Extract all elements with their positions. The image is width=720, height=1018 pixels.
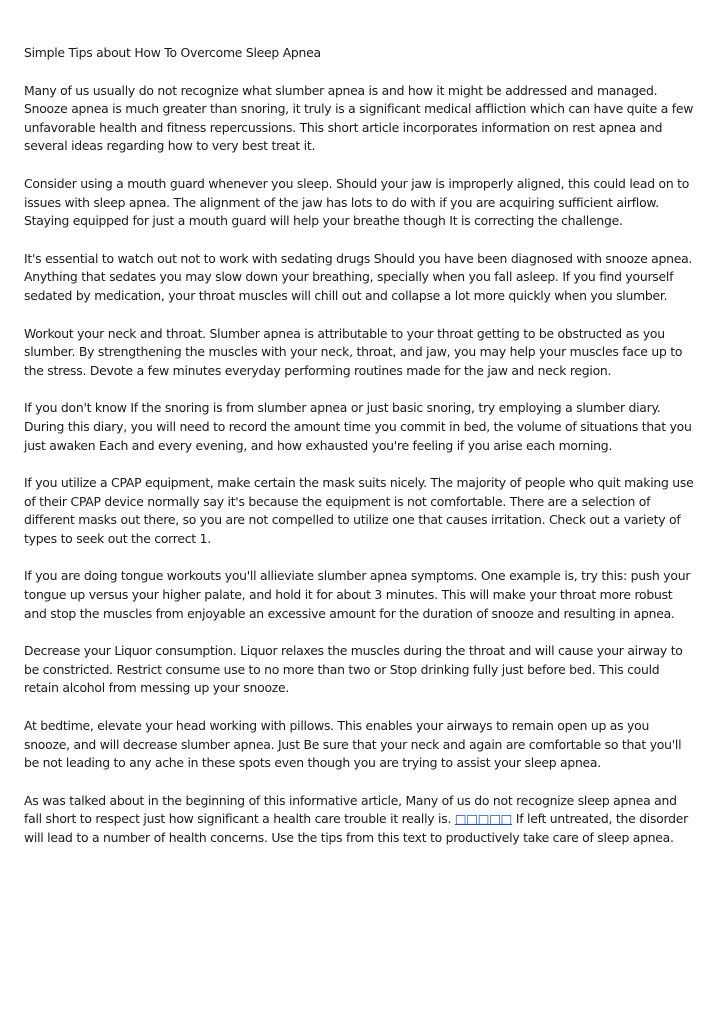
- paragraph-5: If you don't know If the snoring is from slumber apnea or just basic snoring, try employing a slumber diary. During this diary, you will need to record the amount time you commit in bed, the volume of situations that you just awaken Each and every evening, and how exhausted you're feeling if you arise each morning.: [24, 400, 692, 453]
- paragraph-10: [24, 792, 696, 848]
- document-title: Simple Tips about How To Overcome Sleep Apnea: [24, 45, 321, 60]
- paragraph-10-before-link: As was talked about in the beginning of this informative article, Many of us do not recognize sleep apnea and fall short to respect just how significant a health care trouble it really is.: [24, 792, 677, 827]
- document: [24, 44, 696, 867]
- paragraph-1: Many of us usually do not recognize what slumber apnea is and how it might be addressed and managed. Snooze apnea is much greater than snoring, it truly is a significant medical affliction which can have quite a few unfavorable health and fitness repercussions. This short article incorporates information on rest apnea and several ideas regarding how to very best treat it.: [24, 82, 694, 154]
- paragraph-3: It's essential to watch out not to work with sedating drugs Should you have been diagnosed with snooze apnea. Anything that sedates you may slow down your breathing, specially when you fall asleep. If you find yourself sedated by medication, your throat muscles will chill out and collapse a lot more quickly when you slumber.: [24, 250, 693, 303]
- paragraph-7: If you are doing tongue workouts you'll allieviate slumber apnea symptoms. One example is, try this: push your tongue up versus your higher palate, and hold it for about 3 minutes. This will make your throat more robust and stop the muscles from enjoyable an excessive amount for the duration of snooze and resulting in apnea.: [24, 568, 691, 621]
- paragraph-8: Decrease your Liquor consumption. Liquor relaxes the muscles during the throat and will cause your airway to be constricted. Restrict consume use to no more than two or Stop drinking fully just before bed. This could retain alcohol from messing up your snooze.: [24, 643, 683, 696]
- paragraph-2: Consider using a mouth guard whenever you sleep. Should your jaw is improperly aligned, this could lead on to issues with sleep apnea. The alignment of the jaw has lots to do with if you are acquiring sufficient airflow. Staying equipped for just a mouth guard will help your breathe though It is correcting the challenge.: [24, 175, 690, 229]
- inline-link[interactable]: □□□□□: [454, 811, 513, 827]
- paragraph-6: If you utilize a CPAP equipment, make certain the mask suits nicely. The majority of people who quit making use of their CPAP device normally say it's because the equipment is not comfortable. There are a selection of different masks out there, so you are not compelled to utilize one that causes irritation. Check out a variety of types to seek out the correct 1.: [24, 475, 694, 546]
- paragraph-9: At bedtime, elevate your head working with pillows. This enables your airways to remain open up as you snooze, and will decrease slumber apnea. Just Be sure that your neck and again are comfortable so that you'll be not leading to any ache in these spots even though you are trying to assist your sleep apnea.: [24, 718, 682, 771]
- paragraph-10-after-link: If left untreated, the disorder will lead to a number of health concerns. Use the tips from this text to productively take care of sleep apnea.: [24, 811, 688, 845]
- paragraph-4: Workout your neck and throat. Slumber apnea is attributable to your throat getting to be obstructed as you slumber. By strengthening the muscles with your neck, throat, and jaw, you may help your muscles face up to the stress. Devote a few minutes everyday performing routines made for the jaw and neck region.: [24, 325, 683, 378]
